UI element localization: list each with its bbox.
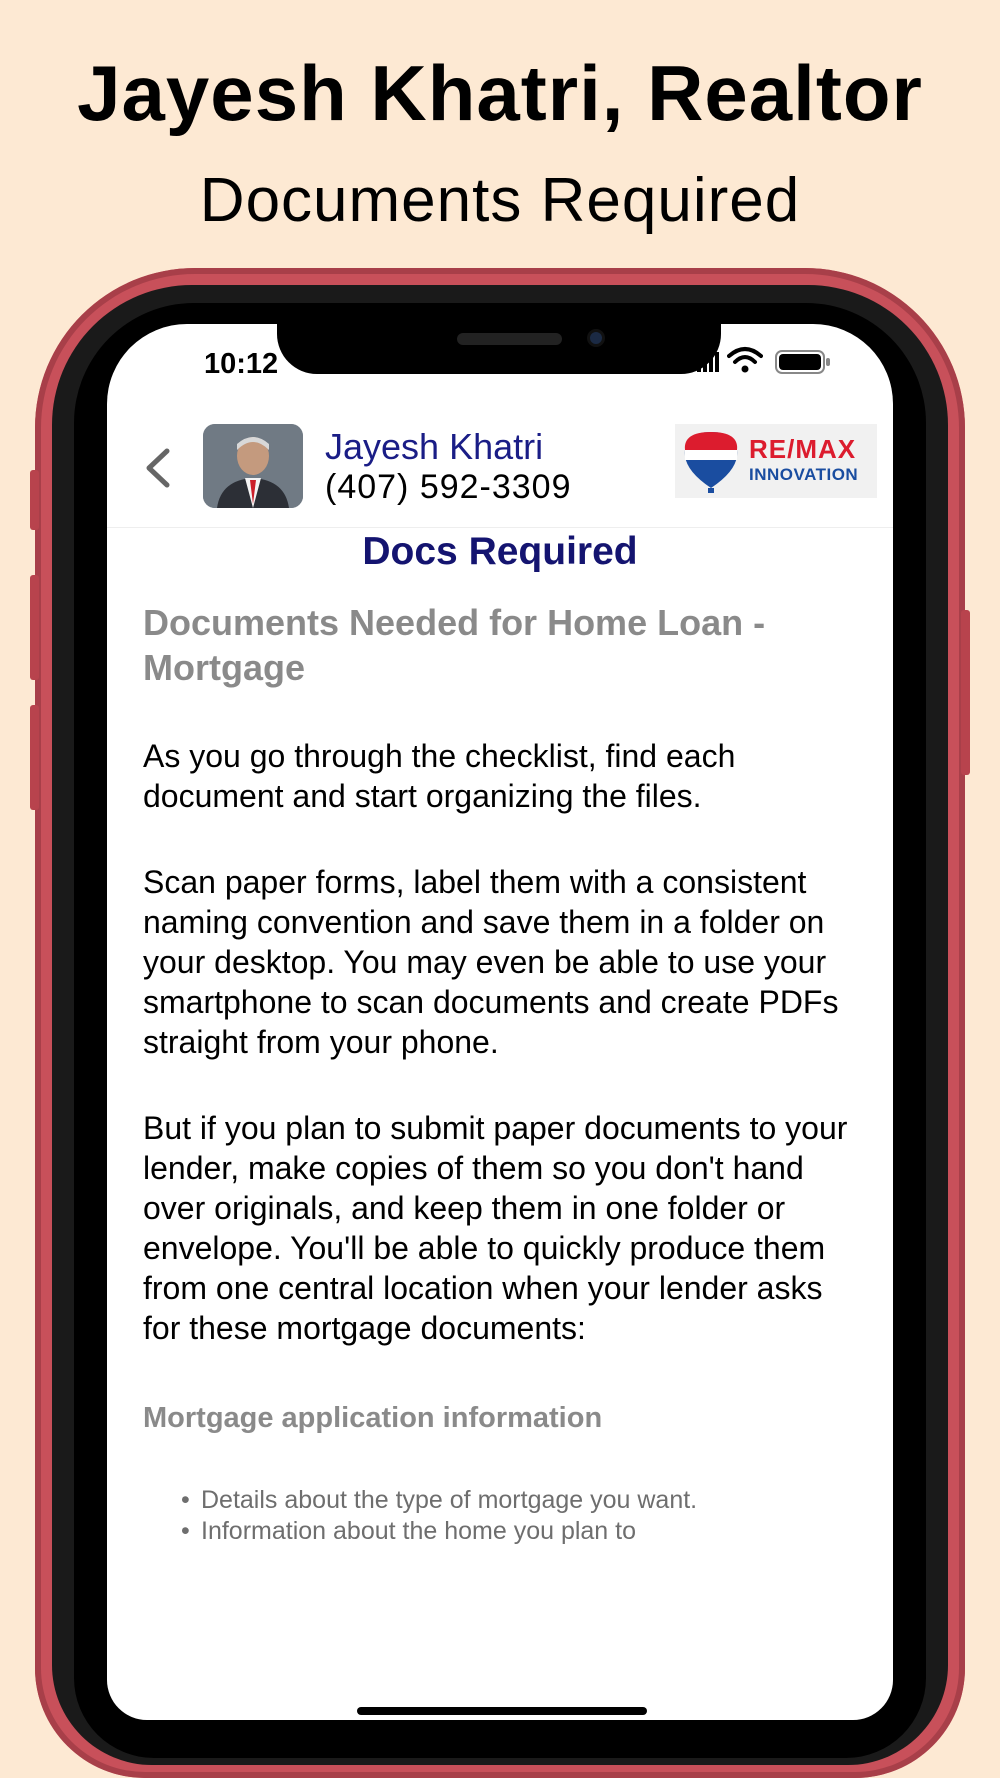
speaker-grille: [457, 333, 562, 345]
nav-header: [107, 420, 893, 528]
back-chevron-icon[interactable]: [141, 447, 177, 489]
remax-logo: [675, 424, 877, 498]
battery-icon: [775, 350, 831, 374]
phone-volume-up: [30, 575, 39, 680]
brand-name: RE/MAX: [749, 434, 857, 464]
sub-heading: Mortgage application information: [143, 1402, 603, 1434]
list-item: • Details about the type of mortgage you want.: [181, 1485, 863, 1516]
agent-name: Jayesh Khatri: [325, 426, 544, 467]
agent-photo-icon: [203, 424, 303, 508]
promo-title: Jayesh Khatri, Realtor: [77, 49, 923, 137]
promo-subtitle: Documents Required: [199, 166, 801, 235]
signal-icon: [697, 352, 719, 372]
agent-avatar: [203, 424, 303, 508]
list-item: • Information about the home you plan to: [181, 1516, 863, 1547]
status-time: 10:12: [204, 348, 279, 380]
bullet-list: [143, 1485, 863, 1547]
content-body: [143, 600, 863, 1547]
paragraph: As you go through the checklist, find each document and start organizing the files.: [143, 738, 736, 814]
page-title: Docs Required: [362, 530, 638, 573]
paragraph: But if you plan to submit paper documents to your lender, make copies of them so you don't hand over originals, and keep them in one folder or envelope. You'll be able to quickly produce them from one central location when your lender asks for these mortgage documents:: [143, 1110, 848, 1346]
balloon-icon: [681, 430, 741, 494]
phone-screen: [107, 324, 893, 1720]
phone-volume-down: [30, 705, 39, 810]
home-indicator[interactable]: [357, 1707, 647, 1715]
brand-office: INNOVATION: [749, 465, 859, 484]
phone-power-button: [961, 610, 970, 775]
section-heading: Documents Needed for Home Loan - Mortgage: [143, 602, 766, 688]
phone-mute-switch: [30, 470, 39, 530]
front-camera: [587, 329, 605, 347]
phone-notch: [277, 324, 721, 374]
wifi-icon: [727, 346, 763, 374]
agent-phone[interactable]: (407) 592-3309: [325, 468, 572, 506]
paragraph: Scan paper forms, label them with a consistent naming convention and save them in a folder on your desktop. You may even be able to use your smartphone to scan documents and create PDFs straight from your phone.: [143, 864, 839, 1060]
